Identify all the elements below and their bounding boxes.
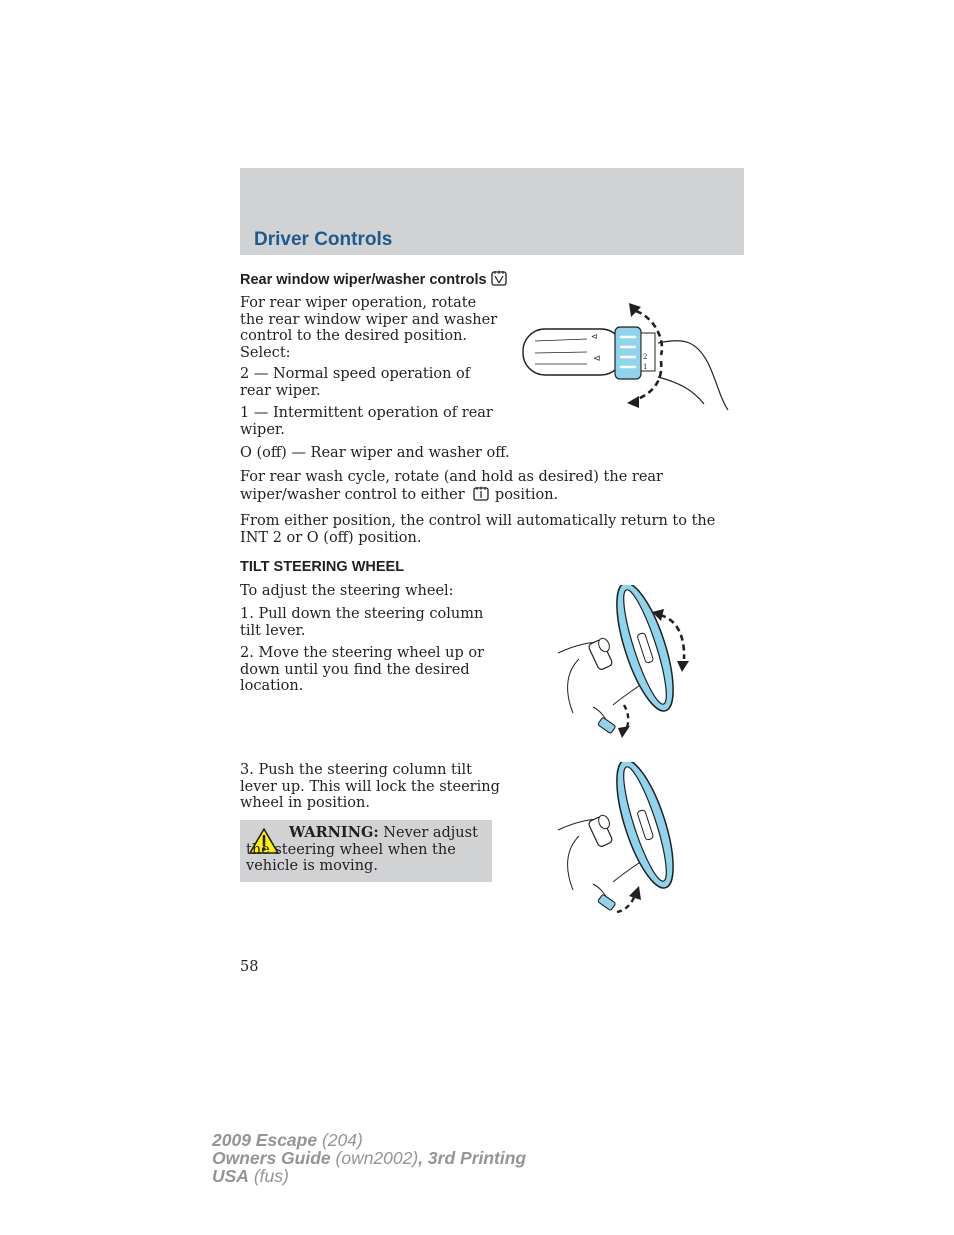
rear-wiper-heading-text: Rear window wiper/washer controls — [240, 272, 487, 288]
footer-line-2 — [212, 1149, 526, 1167]
rotate-arrow-up-icon — [629, 303, 641, 317]
rear-wash-text-end: position. — [494, 486, 559, 503]
footer-model: 2009 Escape — [212, 1130, 318, 1150]
footer-guide-code: (own2002) — [330, 1148, 419, 1168]
footer-market-code: (fus) — [248, 1166, 289, 1186]
wiper-stalk-illustration — [515, 297, 730, 412]
warning-label: WARNING: — [289, 824, 379, 841]
steering-wheel-tilt-illustration — [555, 585, 700, 743]
page-title: Driver Controls — [254, 229, 393, 250]
rear-wiper-option-2: 2 — Normal speed operation of rear wiper. — [240, 366, 471, 399]
footer-guide: Owners Guide — [212, 1148, 331, 1168]
rear-wash-paragraph — [240, 469, 744, 503]
footer-line-3 — [212, 1167, 526, 1185]
footer-printing: , 3rd Printing — [418, 1148, 527, 1168]
footer-market: USA — [212, 1166, 249, 1186]
rotate-arrow-down-icon — [627, 396, 639, 408]
rear-wiper-option-off: O (off) — Rear wiper and washer off. — [240, 445, 510, 461]
figure-label-position-1: 1 — [643, 363, 648, 371]
header-band — [240, 168, 744, 255]
lever-push-up-arrow-icon — [629, 886, 641, 900]
footer — [212, 1131, 526, 1185]
tilt-lever — [598, 717, 616, 734]
rear-wiper-return-text-end: . — [416, 529, 422, 546]
tilt-lever — [598, 894, 616, 911]
rear-wiper-return-text: From either position, the control will automatically return to the INT 2 or O (off) position — [240, 513, 716, 546]
rear-wiper-option-1: 1 — Intermittent operation of rear wiper. — [240, 405, 493, 438]
rear-washer-icon — [472, 486, 490, 502]
tilt-step-3: 3. Push the steering column tilt lever up. This will lock the steering wheel in position. — [240, 762, 500, 811]
tilt-intro: To adjust the steering wheel: — [240, 583, 454, 599]
rear-wiper-intro: For rear wiper operation, rotate the rear window wiper and washer control to the desired position. Select: — [240, 295, 498, 361]
rear-wiper-return-paragraph — [240, 513, 744, 546]
washer-symbol-1: ⊲ — [591, 332, 598, 341]
rear-wash-text: For rear wash cycle, rotate (and hold as desired) the rear wiper/washer control to either — [240, 469, 663, 503]
warning-text — [246, 825, 486, 875]
tilt-step-1: 1. Pull down the steering column tilt lever. — [240, 606, 484, 639]
footer-line-1 — [212, 1131, 526, 1149]
wiper-rotary-control — [615, 327, 641, 379]
figure-label-position-2: 2 — [643, 353, 648, 361]
tilt-steering-heading: TILT STEERING WHEEL — [240, 559, 405, 575]
page-number: 58 — [240, 959, 259, 975]
rear-wiper-heading — [240, 270, 508, 288]
lever-pull-down-arrow-icon — [618, 726, 630, 738]
steering-wheel-lock-illustration — [555, 762, 700, 920]
tilt-arrow-down-icon — [677, 661, 689, 672]
washer-symbol-2: ⊲ — [593, 354, 601, 364]
footer-model-code: (204) — [317, 1130, 363, 1150]
rear-wiper-washer-icon — [490, 270, 508, 287]
tilt-step-2: 2. Move the steering wheel up or down until you find the desired location. — [240, 645, 485, 694]
warning-box — [240, 820, 492, 882]
warning-message: Never adjust the steering wheel when the vehicle is moving. — [246, 825, 478, 874]
